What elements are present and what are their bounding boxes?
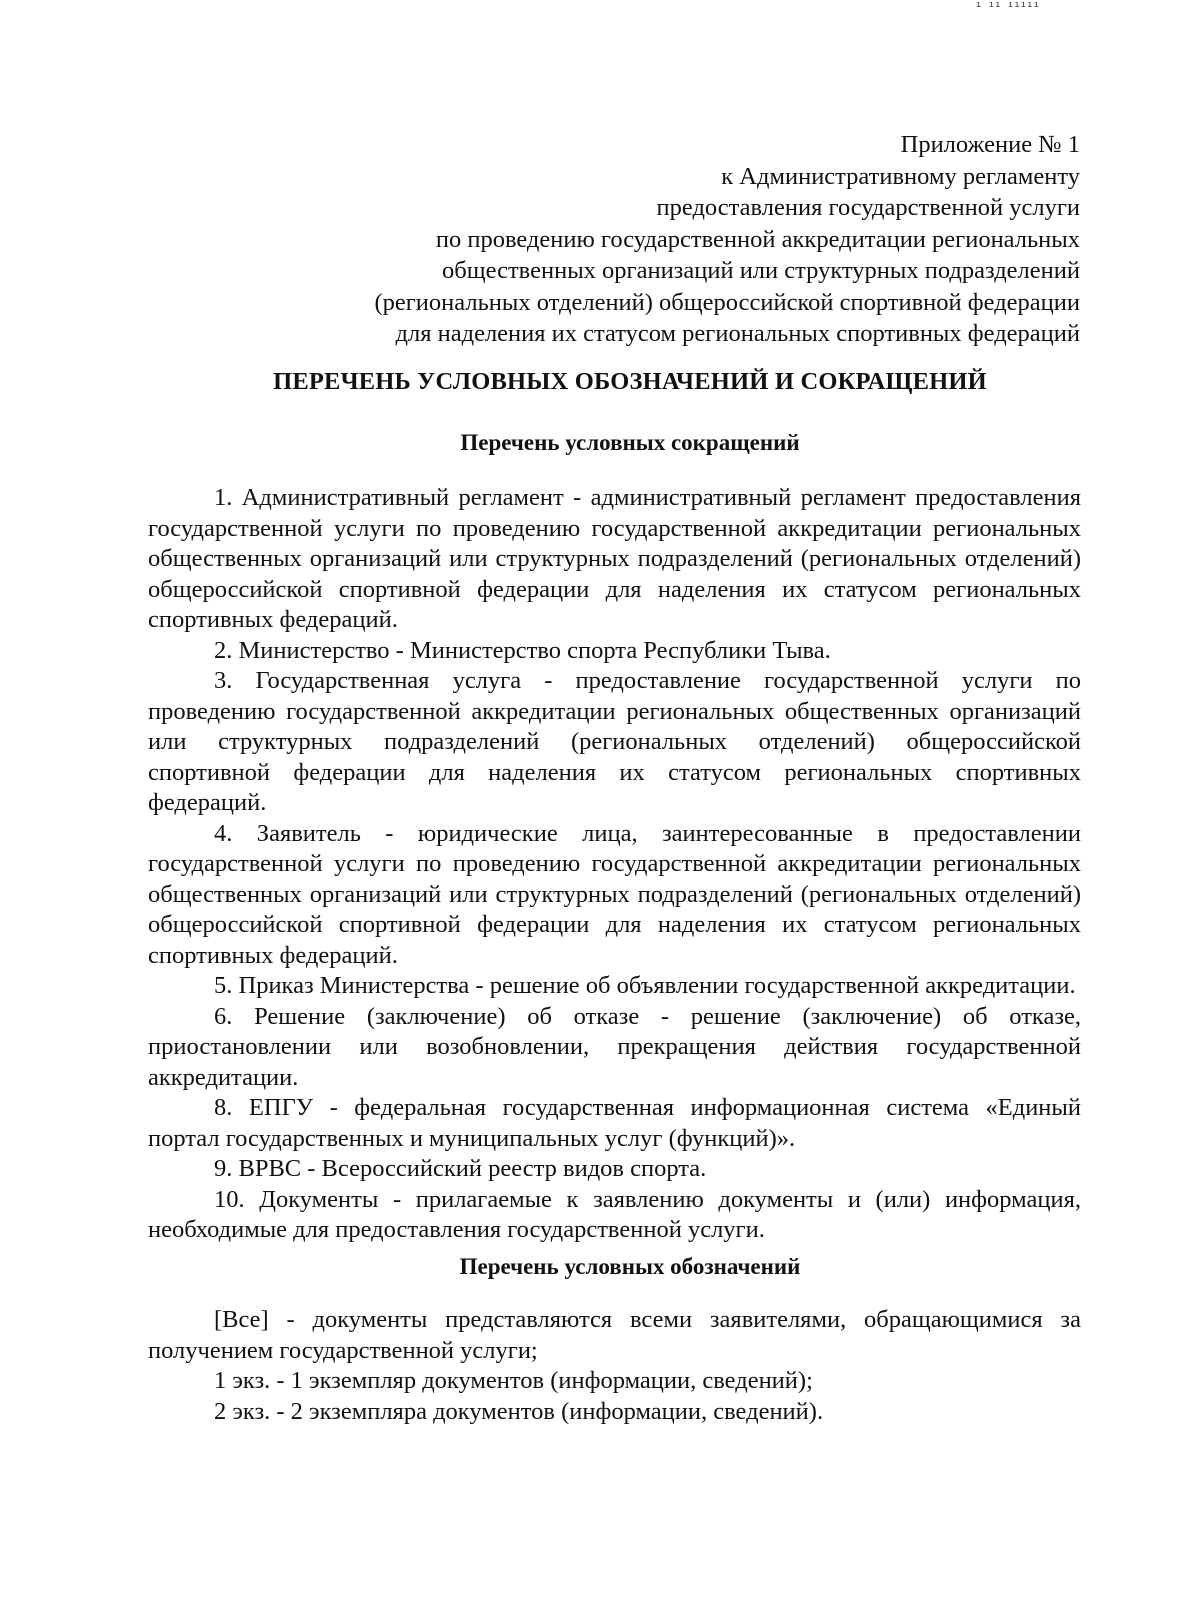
abbreviation-item: 2. Министерство - Министерство спорта Республики Тыва. bbox=[214, 636, 831, 664]
abbreviations-list bbox=[148, 483, 1081, 1246]
abbreviation-item: 3. Государственная услуга - предоставление государственной услуги по проведению государственной аккредитации региональных общественных организаций или структурных подразделений (региональных отделений) общероссийской спортивной федерации для наделения их статусом региональных спортивных федераций. bbox=[148, 667, 1081, 816]
abbreviation-item: 8. ЕПГУ - федеральная государственная информационная система «Единый портал государственных и муниципальных услуг (функций)». bbox=[148, 1094, 1081, 1152]
abbreviation-item: 9. ВРВС - Всероссийский реестр видов спорта. bbox=[214, 1155, 707, 1182]
abbreviation-item: 4. Заявитель - юридические лица, заинтересованные в предоставлении государственной услуги по проведению государственной аккредитации региональных общественных организаций или структурных подразделений (региональных отделений) общероссийской спортивной федерации для наделения их статусом региональных спортивных федераций. bbox=[148, 819, 1081, 969]
appendix-line: общественных организаций или структурных подразделений bbox=[442, 257, 1080, 284]
appendix-header bbox=[320, 129, 1080, 350]
scan-mark: ı ıı ııııı bbox=[975, 0, 1040, 10]
designation-item: 2 экз. - 2 экземпляра документов (информации, сведений). bbox=[214, 1397, 824, 1425]
appendix-line: по проведению государственной аккредитации региональных bbox=[435, 225, 1080, 253]
appendix-line: Приложение № 1 bbox=[900, 131, 1080, 158]
appendix-line: предоставления государственной услуги bbox=[656, 194, 1080, 221]
designations-list bbox=[148, 1305, 1081, 1427]
designation-item: 1 экз. - 1 экземпляр документов (информации, сведений); bbox=[214, 1367, 813, 1394]
abbreviation-item: 5. Приказ Министерства - решение об объявлении государственной аккредитации. bbox=[214, 972, 1076, 999]
appendix-line: (региональных отделений) общероссийской спортивной федерации bbox=[374, 288, 1080, 316]
appendix-line: для наделения их статусом региональных спортивных федераций bbox=[395, 320, 1080, 347]
abbreviations-heading: Перечень условных сокращений bbox=[460, 430, 800, 455]
abbreviation-item: 1. Административный регламент - административный регламент предоставления государственной услуги по проведению государственной аккредитации региональных общественных организаций или структурных подразделений (региональных отделений) общероссийской спортивной федерации для наделения их статусом региональных спортивных федераций. bbox=[148, 484, 1081, 633]
designations-heading: Перечень условных обозначений bbox=[459, 1254, 801, 1279]
abbreviation-item: 6. Решение (заключение) об отказе - решение (заключение) об отказе, приостановлении или возобновлении, прекращения действия государственной аккредитации. bbox=[148, 1002, 1081, 1091]
designation-item: [Все] - документы представляются всеми заявителями, обращающимися за получением государственной услуги; bbox=[148, 1306, 1081, 1364]
abbreviation-item: 10. Документы - прилагаемые к заявлению документы и (или) информация, необходимые для предоставления государственной услуги. bbox=[148, 1185, 1081, 1243]
document-title: ПЕРЕЧЕНЬ УСЛОВНЫХ ОБОЗНАЧЕНИЙ И СОКРАЩЕНИЙ bbox=[273, 368, 987, 395]
appendix-line: к Административному регламенту bbox=[721, 162, 1080, 190]
